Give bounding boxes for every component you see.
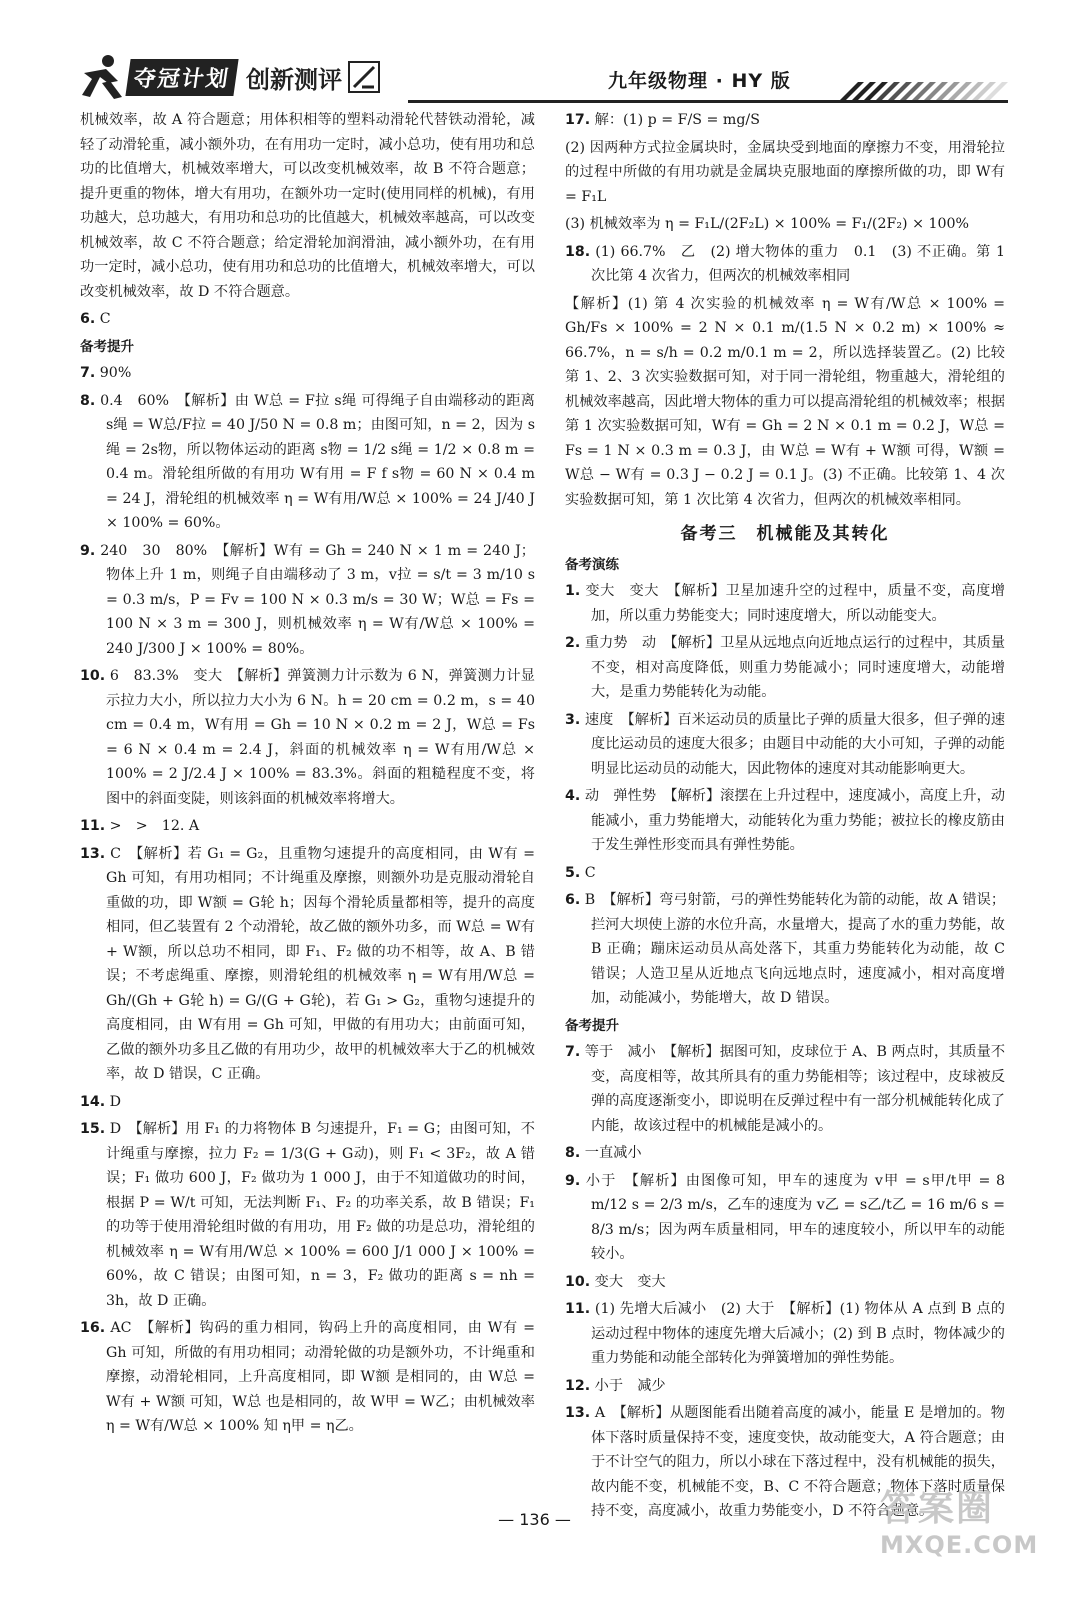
page-number: — 136 —	[498, 1510, 571, 1529]
right-column	[565, 108, 1005, 1527]
answer-text: A 【解析】从题图能看出随着高度的减小，能量 E 是增加的。物体下落时质量保持不变，速度变快，故动能变大，A 符合题意；由于不计空气的阻力，所以小球在下落过程中，没有机械能的损失，故内能不变，机械能不变，B、C 不符合题意；物体下落时质量保持不变，高度减小，故重力势能变小，D 不符合题意。	[591, 1405, 1005, 1519]
answer-text: 变大 变大 【解析】卫星加速升空的过程中，质量不变，高度增加，所以重力势能变大；同时速度增大，所以动能变大。	[585, 583, 1005, 624]
answer-text: (1) 先增大后减小 (2) 大于 【解析】(1) 物体从 A 点到 B 点的运动过程中物体的速度先增大后减小；(2) 到 B 点时，物体减少的重力势能和动能全部转化为弹簧增加的弹性势能。	[591, 1301, 1005, 1366]
answer-text: 小于 减少	[594, 1377, 666, 1394]
answer-text: 240 30 80% 【解析】W有 = Gh = 240 N × 1 m = 240 J；物体上升 1 m，则绳子自由端移动了 3 m，v拉 = s/t = 3 m/10 s = 0.3 m/s，P = Fv = 100 N × 0.3 m/s = 30 W；W总 = Fs = 100 N × 3 m = 300 J，则机械效率 η = W有/W总 × 100% = 240 J/300 J × 100% = 80%。	[100, 542, 535, 657]
answer-item	[80, 389, 535, 536]
answer-text: C	[99, 311, 111, 327]
question-number: 10.	[565, 1273, 591, 1290]
brand-logo	[78, 52, 380, 102]
check-box-icon	[348, 61, 380, 93]
question-number: 4.	[565, 788, 581, 804]
decorative-stripes	[838, 82, 1008, 102]
answer-text: C	[584, 864, 596, 881]
subsection-heading: 备考提升	[80, 338, 134, 355]
question-number: 14.	[80, 1093, 106, 1110]
answer-item	[80, 1117, 535, 1313]
answer-text: 小于 【解析】由图像可知，甲车的速度为 v甲 = s甲/t甲 = 8 m/12 s = 2/3 m/s，乙车的速度为 v乙 = s乙/t乙 = 16 m/6 s = 8/3 m/s；因为两车质量相同，甲车的速度较小，所以甲车的动能较小。	[585, 1172, 1005, 1262]
answer-item	[565, 1141, 1005, 1166]
question-number: 17.	[565, 112, 591, 128]
answer-text: AC 【解析】钩码的重力相同，钩码上升的高度相同，由 W有 = Gh 可知，所做的有用功相同；动滑轮做的功是额外功，不计绳重和摩擦，动滑轮相同，上升高度相同，即 W额 是相同的，由 W总 = W有 + W额 可知，W总 也是相同的，故 W甲 = W乙；由机械效率 η = W有/W总 × 100% 知 η甲 = η乙。	[106, 1320, 535, 1434]
answer-text: 等于 减小 【解析】据图可知，皮球位于 A、B 两点时，其质量不变，高度相等，故其所具有的重力势能相等；该过程中，皮球被反弹的高度逐渐变小，即说明在反弹过程中有一部分机械能转化成了内能，故该过程中的机械能是减小的。	[584, 1044, 1006, 1134]
question-number: 8.	[80, 392, 96, 409]
answer-item	[80, 814, 535, 839]
question-number: 9.	[565, 1172, 581, 1189]
answer-item	[565, 1374, 1005, 1399]
answer-paragraph: 机械效率，故 A 符合题意；用体积相等的塑料动滑轮代替铁动滑轮，减轻了动滑轮重，减小额外功，在有用功一定时，减小总功，使有用功和总功的比值增大，机械效率增大，可以改变机械效率，故 B 不符合题意；提升更重的物体，增大有用功，在额外功一定时(使用同样的机械)，有用功越大，总功越大，有用功和总功的比值越大，机械效率越高，可以改变机械效率，故 C 不符合题意；给定滑轮加润滑油，减小额外功，在有用功一定时，减小总功，使有用功和总功的比值增大，机械效率增大，可以改变机械效率，故 D 不符合题意。	[80, 112, 535, 300]
section-title: 备考三 机械能及其转化	[680, 524, 890, 544]
question-number: 18.	[565, 243, 591, 260]
question-number: 13.	[80, 845, 106, 862]
book-title: 九年级物理 · HY 版	[608, 70, 791, 92]
answer-item	[565, 1040, 1005, 1138]
answer-item	[565, 1297, 1005, 1371]
answer-item	[565, 631, 1005, 705]
question-number: 13.	[565, 1405, 591, 1421]
answer-text: D	[109, 1093, 122, 1110]
subsection-heading: 备考提升	[565, 1017, 619, 1034]
question-number: 7.	[565, 1044, 581, 1060]
answer-paragraph: (3) 机械效率为 η = F₁L/(2F₂L) × 100% = F₁/(2F₂) × 100%	[565, 216, 970, 232]
answer-item	[565, 108, 1005, 133]
answer-text: 6 83.3% 变大 【解析】弹簧测力计示数为 6 N，弹簧测力计显示拉力大小，所以拉力大小为 6 N。h = 20 cm = 0.2 m，s = 40 cm = 0.4 m，W有用 = Gh = 10 N × 0.2 m = 2 J，W总 = Fs = 6 N × 0.4 m = 2.4 J，斜面的机械效率 η = W有用/W总 × 100% = 2 J/2.4 J × 100% = 83.3%。斜面的粗糙程度不变，将图中的斜面变陡，则该斜面的机械效率将增大。	[106, 668, 535, 807]
runner-icon	[78, 53, 124, 101]
watermark-bottom: MXQE.COM	[880, 1531, 1039, 1559]
answer-text: 一直减小	[584, 1145, 642, 1161]
answer-text: 变大 变大	[594, 1273, 666, 1290]
question-number: 12.	[565, 1377, 591, 1394]
header-rule	[408, 100, 1008, 103]
answer-item	[565, 579, 1005, 628]
answer-item	[565, 1270, 1005, 1295]
answer-text: 动 弹性势 【解析】滚摆在上升过程中，速度减小，高度上升，动能减小，重力势能增大，动能转化为重力势能；被拉长的橡皮筋由于发生弹性形变而具有弹性势能。	[584, 788, 1006, 853]
answer-item	[80, 842, 535, 1087]
question-number: 5.	[565, 864, 581, 881]
answer-text: 解：(1) p = F/S = mg/S	[594, 112, 760, 128]
question-number: 9.	[80, 542, 96, 559]
question-number: 1.	[565, 583, 581, 599]
logo-subtitle: 创新测评	[246, 65, 343, 94]
answer-text: (1) 66.7% 乙 (2) 增大物体的重力 0.1 (3) 不正确。第 1 次比第 4 次省力，但两次的机械效率相同	[591, 243, 1005, 284]
logo-text: 夺冠计划	[125, 59, 238, 96]
answer-item	[80, 1316, 535, 1439]
answer-item	[80, 539, 535, 662]
answer-item	[565, 240, 1005, 289]
question-number: 3.	[565, 711, 581, 728]
answer-item	[565, 861, 1005, 886]
answer-item	[565, 1169, 1005, 1267]
subsection-heading: 备考演练	[565, 556, 619, 573]
answer-item	[565, 784, 1005, 858]
question-number: 6.	[80, 311, 96, 327]
question-number: 7.	[80, 365, 96, 381]
answer-item	[80, 664, 535, 811]
answer-item	[80, 361, 535, 386]
answer-item	[80, 1090, 535, 1115]
answer-text: 0.4 60% 【解析】由 W总 = F拉 s绳 可得绳子自由端移动的距离 s绳 = W总/F拉 = 40 J/50 N = 0.8 m；由图可知，n = 2，因为 s绳 = 2s物，所以物体运动的距离 s物 = 1/2 s绳 = 1/2 × 0.8 m = 0.4 m。滑轮组所做的有用功 W有用 = F f s物 = 60 N × 0.4 m = 24 J，滑轮组的机械效率 η = W有用/W总 × 100% = 24 J/40 J × 100% = 60%。	[100, 392, 535, 531]
answer-text: 速度 【解析】百米运动员的质量比子弹的质量大很多，但子弹的速度比运动员的速度大很多；由题目中动能的大小可知，子弹的动能明显比运动员的动能大，因此物体的速度对其动能影响更大。	[584, 711, 1006, 777]
answer-item	[565, 888, 1005, 1011]
left-column	[80, 108, 535, 1442]
answer-text: 90%	[99, 365, 132, 381]
answer-text: B 【解析】弯弓射箭，弓的弹性势能转化为箭的动能，故 A 错误；拦河大坝使上游的水位升高，水量增大，提高了水的重力势能，故 B 正确；蹦床运动员从高处落下，其重力势能转化为动能，故 C 错误；人造卫星从近地点飞向远地点时，速度减小，相对高度增加，动能减小，势能增大，故 D 错误。	[584, 892, 1006, 1006]
question-number: 2.	[565, 635, 581, 651]
answer-text: D 【解析】用 F₁ 的力将物体 B 匀速提升，F₁ = G；由图可知，不计绳重与摩擦，拉力 F₂ = 1/3(G + G动)，则 F₁ < 3F₂，故 A 错误；F₁ 做功 600 J，F₂ 做功为 1 000 J，由于不知道做功的时间，根据 P = W/t 可知，无法判断 F₁、F₂ 的功率关系，故 B 错误；F₁ 的功等于使用滑轮组时做的有用功，用 F₂ 做的功是总功，滑轮组的机械效率 η = W有用/W总 × 100% = 600 J/1 000 J × 100% = 60%，故 C 错误；由图可知，n = 3，F₂ 做功的距离 s = nh = 3h，故 D 正确。	[106, 1121, 535, 1309]
answer-paragraph: (2) 因两种方式拉金属块时，金属块受到地面的摩擦力不变，用滑轮拉的过程中所做的有用功就是金属块克服地面的摩擦所做的功，即 W有 = F₁L	[565, 139, 1005, 205]
answer-text: > > 12. A	[109, 818, 200, 834]
question-number: 15.	[80, 1121, 106, 1137]
question-number: 11.	[565, 1301, 591, 1317]
page-header	[78, 52, 1008, 102]
answer-item	[565, 708, 1005, 782]
question-number: 10.	[80, 668, 106, 684]
question-number: 11.	[80, 818, 106, 834]
question-number: 8.	[565, 1145, 581, 1161]
answer-text: 重力势 动 【解析】卫星从远地点向近地点运行的过程中，其质量不变，相对高度降低，则重力势能减小；同时速度增大，动能增大，是重力势能转化为动能。	[584, 635, 1006, 700]
answer-item	[80, 307, 535, 332]
watermark-top: 答案圈	[880, 1488, 995, 1529]
watermark	[880, 1480, 1050, 1590]
question-number: 16.	[80, 1320, 106, 1336]
answer-paragraph: 【解析】(1) 第 4 次实验的机械效率 η = W有/W总 × 100% = Gh/Fs × 100% = 2 N × 0.1 m/(1.5 N × 0.2 m) × 100% ≈ 66.7%，n = s/h = 0.2 m/0.1 m = 2，所以选择装置乙。(2) 比较第 1、2、3 次实验数据可知，对于同一滑轮组，物重越大，滑轮组的机械效率越高，因此增大物体的重力可以提高滑轮组的机械效率；根据第 1 次实验数据可知，W有 = Gh = 2 N × 0.1 m = 0.2 J，W总 = Fs = 1 N × 0.3 m = 0.3 J，由 W总 = W有 + W额 可得，W额 = W总 − W有 = 0.3 J − 0.2 J = 0.1 J。(3) 不正确。比较第 1、4 次实验数据可知，第 1 次比第 4 次省力，但两次的机械效率相同。	[565, 295, 1005, 508]
answer-text: C 【解析】若 G₁ = G₂，且重物匀速提升的高度相同，由 W有 = Gh 可知，有用功相同；不计绳重及摩擦，则额外功是克服动滑轮自重做的功，即 W额 = G轮 h；因每个滑轮质量都相等，提升的高度相同，但乙装置有 2 个动滑轮，故乙做的额外功多，而 W总 = W有 + W额，所以总功不相同，即 F₁、F₂ 做的功不相等，故 A、B 错误；不考虑绳重、摩擦，则滑轮组的机械效率 η = W有用/W总 = Gh/(Gh + G轮 h) = G/(G + G轮)，若 G₁ > G₂，重物匀速提升的高度相同，由 W有用 = Gh 可知，甲做的有用功大；由前面可知，乙做的额外功多且乙做的有用功少，故甲的机械效率大于乙的机械效率，故 D 错误，C 正确。	[106, 845, 535, 1082]
question-number: 6.	[565, 892, 581, 908]
